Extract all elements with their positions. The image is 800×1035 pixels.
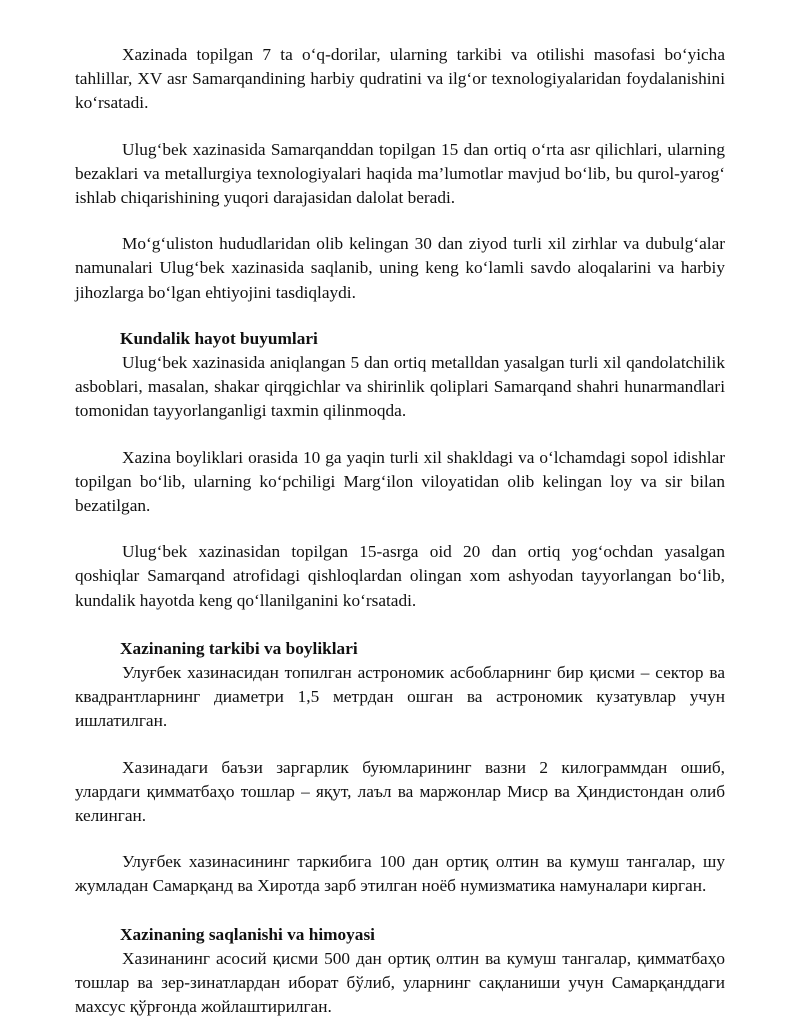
- paragraph-astronomical-instruments: Улуғбек хазинасидан топилган астрономик асбобларнинг бир қисми – сектор ва квадрантларнинг диаметри 1,5 метрдан ошган ва астрономик кузатувлар учун ишлатилган.: [75, 663, 725, 731]
- section-heading-daily-items: Kundalik hayot buyumlari: [120, 328, 318, 348]
- paragraph-ammunition: Xazinada topilgan 7 ta o‘q-dorilar, ularning tarkibi va otilishi masofasi bo‘yicha tahlillar, XV asr Samarqandining harbiy qudratini va ilg‘or texnologiyalaridan foydalanishini ko‘rsatadi.: [75, 45, 725, 113]
- paragraph-storage: Хазинанинг асосий қисми 500 дан ортиқ олтин ва кумуш тангалар, қимматбаҳо тошлар ва зер-зинатлардан иборат бўлиб, уларнинг сақланиши учун Самарқанддаги махсус қўрғонда жойлаштирилган.: [75, 948, 725, 1017]
- paragraph-swords: Ulug‘bek xazinasida Samarqanddan topilgan 15 dan ortiq o‘rta asr qilichlari, ularning bezaklari va metallurgiya texnologiyalari haqida ma’lumotlar mavjud bo‘lib, bu qurol-yarog‘ ishlab chiqarishining yuqori darajasidan dalolat beradi.: [75, 139, 725, 208]
- document-page: [75, 43, 725, 1020]
- section-heading-preservation: Xazinaning saqlanishi va himoyasi: [120, 924, 375, 944]
- paragraph-ceramics: Xazina boyliklari orasida 10 ga yaqin turli xil shakldagi va o‘lchamdagi sopol idishlar topilgan bo‘lib, ularning ko‘pchiligi Marg‘ilon viloyatidan olib kelingan loy va sir bilan bezatilgan.: [75, 447, 725, 516]
- section-heading-treasury-contents: Xazinaning tarkibi va boyliklari: [120, 638, 358, 658]
- paragraph-armor: Mo‘g‘uliston hududlaridan olib kelingan 30 dan ziyod turli xil zirhlar va dubulg‘alar namunalari Ulug‘bek xazinasida saqlanib, uning keng ko‘lamli savdo aloqalarini va harbiy jihozlarga bo‘lgan ehtiyojini tasdiqlaydi.: [75, 234, 725, 302]
- paragraph-jewelry: Хазинадаги баъзи заргарлик буюмларининг вазни 2 килограммдан ошиб, улардаги қимматбаҳо тошлар – яқут, лаъл ва маржонлар Миср ва Ҳиндистондан олиб келинган.: [75, 757, 725, 826]
- paragraph-coins: Улуғбек хазинасининг таркибига 100 дан ортиқ олтин ва кумуш тангалар, шу жумладан Самарқанд ва Хиротда зарб этилган ноёб нумизматика намуналари кирган.: [75, 852, 725, 896]
- paragraph-wooden-spoons: Ulug‘bek xazinasidan topilgan 15-asrga oid 20 dan ortiq yog‘ochdan yasalgan qoshiqlar Samarqand atrofidagi qishloqlardan olingan xom ashyodan tayyorlangan bo‘lib, kundalik hayotda keng qo‘llanilganini ko‘rsatadi.: [75, 542, 725, 610]
- paragraph-confectionery-tools: Ulug‘bek xazinasida aniqlangan 5 dan ortiq metalldan yasalgan turli xil qandolatchilik asboblari, masalan, shakar qirqgichlar va shirinlik qoliplari Samarqand shahri hunarmandlari tomonidan tayyorlanganligi taxmin qilinmoqda.: [75, 353, 725, 421]
